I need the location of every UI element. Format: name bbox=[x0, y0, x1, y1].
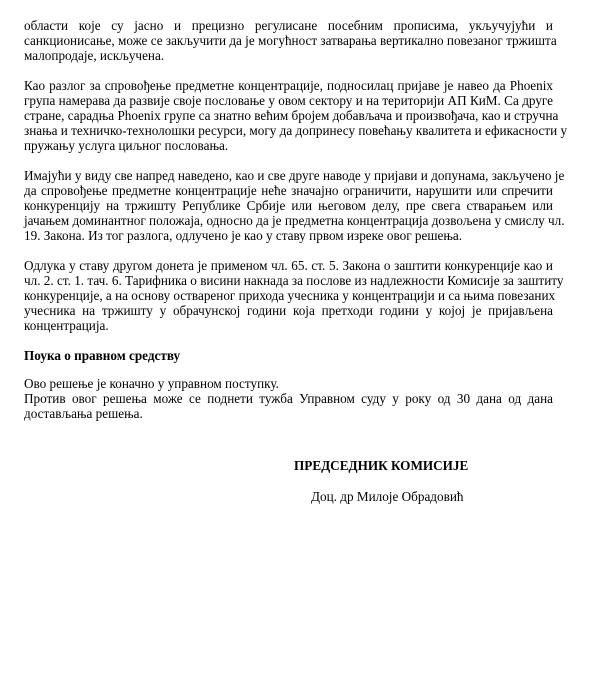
paragraph-fee-decision bbox=[24, 257, 564, 334]
text-line: области које су јасно и прецизно регулисане посебним прописима, укључујући и bbox=[24, 18, 553, 33]
text-line: да спровођење предметне концентрације неће значајно ограничити, нарушити или спречити bbox=[24, 182, 553, 198]
text-line: стране, сарадња Phoenix групе са знатно већим бројем добављача и произвођача, као и стручна bbox=[24, 108, 559, 124]
text-line: Одлука у ставу другом донета је применом чл. 65. ст. 5. Закона о заштити конкуренције као и bbox=[24, 257, 553, 273]
text-line: 19. Закона. Из тог разлога, одлучено је као у ставу првом изреке овог решења. bbox=[24, 228, 463, 244]
text-line: пружању услуга циљног пословања. bbox=[24, 138, 229, 154]
document-page bbox=[24, 18, 568, 422]
text-line: достављања решења. bbox=[24, 406, 143, 422]
text-line: конкуренције, а на основу оствареног прихода учесника у концентрацији и са њима повезаних bbox=[24, 288, 556, 304]
text-line: санкционисање, може се закључити да је могућност затварања вертикално повезаног тржишта bbox=[24, 33, 557, 49]
text-line: малопродаје, искључена. bbox=[24, 48, 165, 64]
legal-remedy-heading: Поука о правном средству bbox=[24, 347, 181, 363]
text-line: знања и техничко-технолошки ресурси, могу да допринесу повећању квалитета и ефикасности у bbox=[24, 123, 568, 139]
text-line: јачањем доминантног положаја, односно да је предметна концентрација дозвољена у смислу чл. bbox=[24, 213, 565, 229]
signature-name: Доц. др Милоје Обрадовић bbox=[311, 489, 464, 504]
text-line: Ово решење је коначно у управном поступку. bbox=[24, 375, 279, 391]
text-line: Имајући у виду све напред наведено, као и све друге наводе у пријави и допунама, закључено је bbox=[24, 167, 565, 183]
legal-remedy-text bbox=[24, 376, 553, 422]
paragraph-conclusion bbox=[24, 167, 565, 244]
text-line: конкуренцију на тржишту Републике Србије или његовом делу, пре свега стварањем или bbox=[24, 198, 553, 214]
text-line: концентрација. bbox=[24, 318, 109, 334]
text-line: Као разлог за спровођење предметне концентрације, подносилац пријаве је навео да Phoenix bbox=[24, 77, 553, 93]
text-line: група намерава да развије своје пословање у овом сектору и на територији АП КиМ. Са друге bbox=[24, 92, 553, 108]
text-line: чл. 2. ст. 1. тач. 6. Тарифника о висини накнада за послове из надлежности Комисије за заштиту bbox=[24, 272, 564, 288]
text-line: Против овог решења може се поднети тужба Управном суду у року од 30 дана од дана bbox=[24, 391, 553, 407]
signature-title: ПРЕДСЕДНИК КОМИСИЈЕ bbox=[294, 458, 469, 473]
text-line: учесника на тржишту у обрачунској години која претходи години у којој је пријављена bbox=[24, 303, 553, 319]
paragraph-concentration-reason bbox=[24, 77, 568, 154]
paragraph-vertical-foreclosure bbox=[24, 18, 557, 64]
